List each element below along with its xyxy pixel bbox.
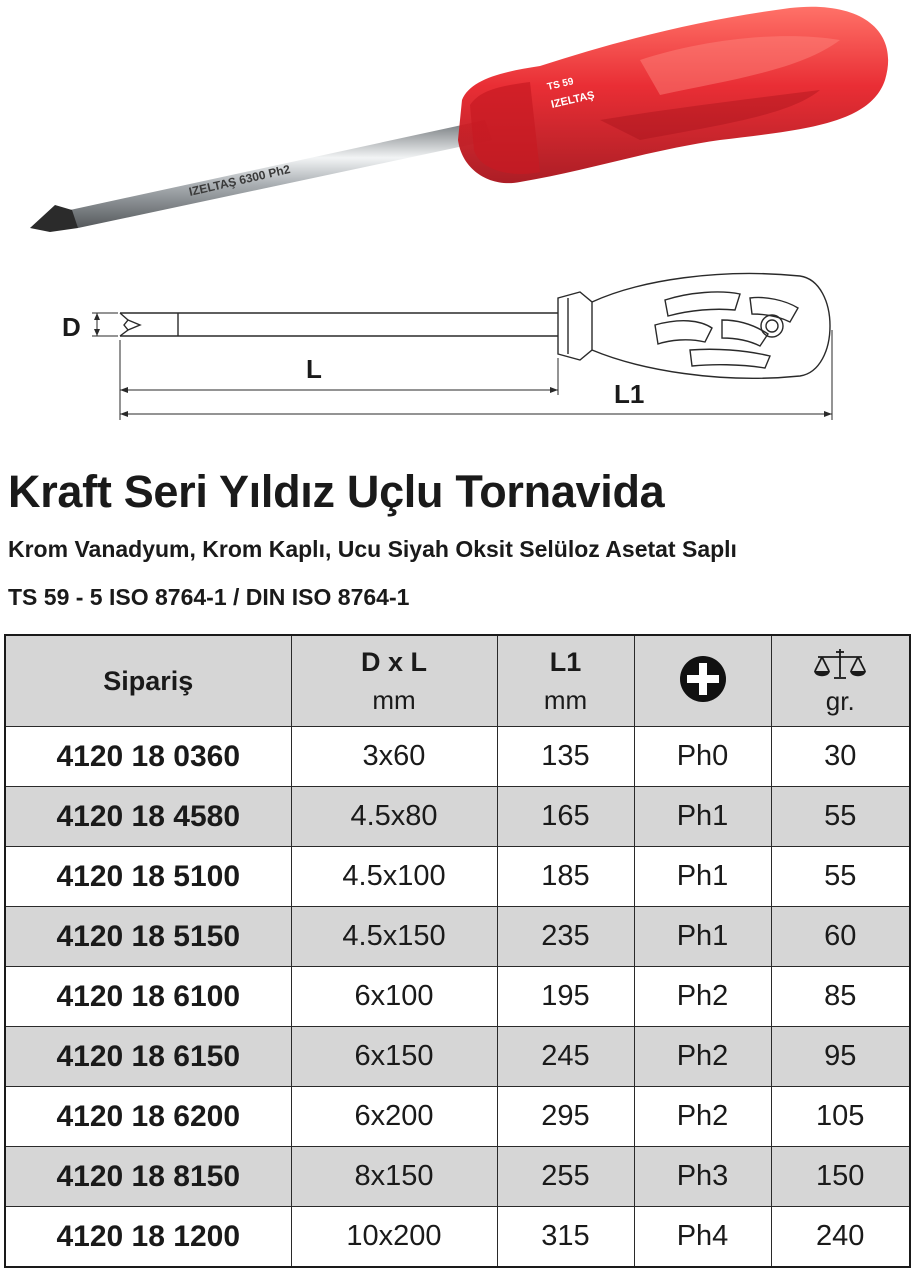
cell-dxl: 6x200 — [291, 1087, 497, 1147]
cell-order-code: 4120 18 6150 — [5, 1027, 291, 1087]
header-tip — [634, 635, 771, 727]
cell-weight: 30 — [771, 727, 910, 787]
table-header-row — [5, 635, 910, 727]
header-l1 — [497, 635, 634, 727]
cell-l1: 315 — [497, 1207, 634, 1268]
shaft-marking: IZELTAŞ 6300 Ph2 — [187, 161, 292, 199]
cell-weight: 95 — [771, 1027, 910, 1087]
table-row — [5, 907, 910, 967]
cell-tip: Ph2 — [634, 967, 771, 1027]
table-row — [5, 1207, 910, 1268]
header-dxl-unit: mm — [372, 685, 416, 715]
cell-order-code: 4120 18 4580 — [5, 787, 291, 847]
cell-weight: 60 — [771, 907, 910, 967]
product-standards: TS 59 - 5 ISO 8764-1 / DIN ISO 8764-1 — [8, 584, 410, 610]
header-dxl-label: D x L — [360, 647, 427, 677]
dimension-l-label: L — [306, 354, 322, 384]
cell-tip: Ph4 — [634, 1207, 771, 1268]
header-order — [5, 635, 291, 727]
screwdriver-shaft — [30, 120, 492, 232]
header-l1-label: L1 — [549, 647, 582, 677]
product-subtitle: Krom Vanadyum, Krom Kaplı, Ucu Siyah Oksit Selüloz Asetat Saplı — [8, 536, 737, 562]
cell-tip: Ph3 — [634, 1147, 771, 1207]
cell-dxl: 8x150 — [291, 1147, 497, 1207]
product-title: Kraft Seri Yıldız Uçlu Tornavida — [8, 466, 665, 517]
header-weight-unit: gr. — [825, 685, 855, 716]
cell-tip: Ph1 — [634, 787, 771, 847]
product-photo — [0, 0, 911, 250]
cell-weight: 55 — [771, 787, 910, 847]
dimension-l1-label: L1 — [614, 379, 645, 409]
cell-l1: 135 — [497, 727, 634, 787]
table-row — [5, 727, 910, 787]
cell-l1: 185 — [497, 847, 634, 907]
table-row — [5, 1027, 910, 1087]
cell-tip: Ph0 — [634, 727, 771, 787]
table-row — [5, 787, 910, 847]
handle-marking-ts: TS 59 — [546, 76, 575, 93]
cell-weight: 55 — [771, 847, 910, 907]
cell-l1: 245 — [497, 1027, 634, 1087]
cell-l1: 235 — [497, 907, 634, 967]
cell-weight: 105 — [771, 1087, 910, 1147]
cell-l1: 165 — [497, 787, 634, 847]
screwdriver-handle — [458, 7, 888, 183]
spec-table — [4, 634, 911, 1268]
cell-dxl: 10x200 — [291, 1207, 497, 1268]
table-row — [5, 967, 910, 1027]
table-row — [5, 1087, 910, 1147]
header-dxl — [291, 635, 497, 727]
phillips-cross-icon — [678, 654, 728, 709]
table-row — [5, 1147, 910, 1207]
cell-l1: 255 — [497, 1147, 634, 1207]
cell-tip: Ph1 — [634, 907, 771, 967]
cell-tip: Ph2 — [634, 1027, 771, 1087]
cell-tip: Ph2 — [634, 1087, 771, 1147]
cell-tip: Ph1 — [634, 847, 771, 907]
dimension-d-label: D — [62, 312, 81, 342]
header-l1-unit: mm — [543, 685, 588, 715]
cell-dxl: 4.5x150 — [291, 907, 497, 967]
header-weight — [771, 635, 910, 727]
table-row — [5, 847, 910, 907]
cell-order-code: 4120 18 0360 — [5, 727, 291, 787]
cell-order-code: 4120 18 5150 — [5, 907, 291, 967]
cell-weight: 150 — [771, 1147, 910, 1207]
cell-order-code: 4120 18 1200 — [5, 1207, 291, 1268]
cell-order-code: 4120 18 6100 — [5, 967, 291, 1027]
cell-dxl: 6x150 — [291, 1027, 497, 1087]
cell-order-code: 4120 18 6200 — [5, 1087, 291, 1147]
cell-order-code: 4120 18 5100 — [5, 847, 291, 907]
cell-l1: 295 — [497, 1087, 634, 1147]
scale-balance-icon — [812, 647, 868, 686]
cell-dxl: 4.5x80 — [291, 787, 497, 847]
cell-weight: 240 — [771, 1207, 910, 1268]
cell-dxl: 4.5x100 — [291, 847, 497, 907]
cell-order-code: 4120 18 8150 — [5, 1147, 291, 1207]
cell-weight: 85 — [771, 967, 910, 1027]
handle-marking-brand: IZELTAŞ — [549, 89, 596, 111]
cell-dxl: 3x60 — [291, 727, 497, 787]
technical-drawing — [0, 270, 911, 430]
cell-dxl: 6x100 — [291, 967, 497, 1027]
header-order-label: Sipariş — [103, 665, 194, 696]
cell-l1: 195 — [497, 967, 634, 1027]
